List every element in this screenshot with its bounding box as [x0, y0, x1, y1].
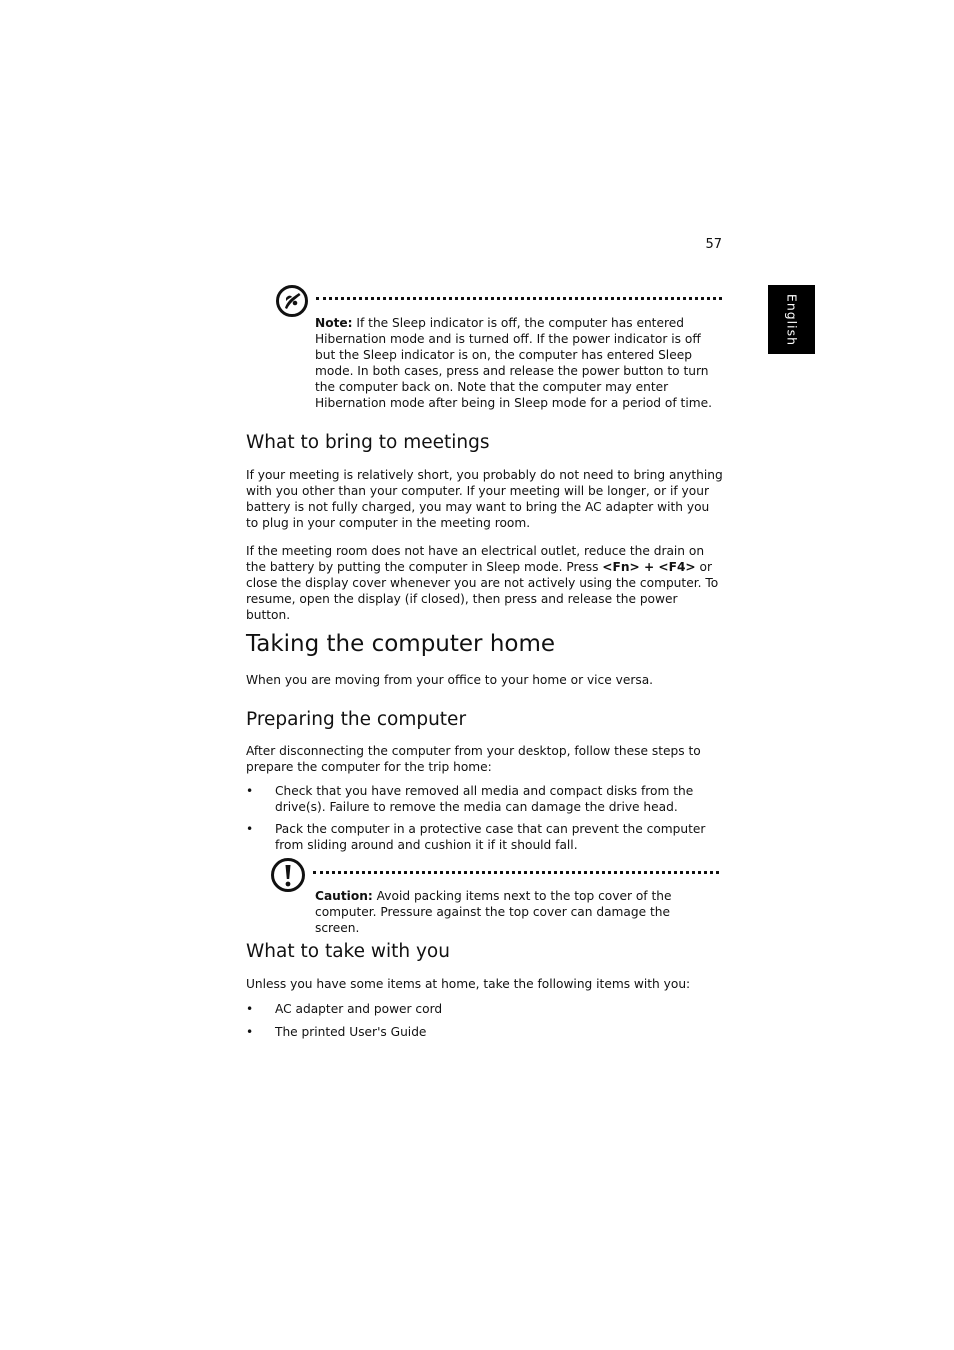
bullet-marker: • — [246, 784, 254, 798]
key-combo: <Fn> + <F4> — [602, 560, 696, 574]
list-item: Pack the computer in a protective case that can prevent the computer from sliding around and cushion it if it should fall. — [275, 822, 706, 852]
note-pen-icon — [275, 284, 309, 318]
caution-divider — [313, 871, 719, 874]
preparing-intro: After disconnecting the computer from your desktop, follow these steps to prepare the computer for the trip home: — [246, 744, 701, 774]
meetings-p2-end: or close the display cover whenever you are not actively using the computer. To resume, open the display (if closed), then press and release the power button. — [246, 560, 719, 622]
list-item: The printed User's Guide — [275, 1025, 427, 1039]
meetings-paragraph-2 — [246, 543, 724, 623]
chapter-heading-home: Taking the computer home — [246, 631, 556, 657]
note-divider — [316, 297, 722, 300]
home-intro: When you are moving from your office to your home or vice versa. — [246, 673, 654, 687]
note-body: If the Sleep indicator is off, the computer has entered Hibernation mode and is turned off. If the power indicator is off but the Sleep indicator is on, the computer has entered Sleep mode. In both cases, press and release the power button to turn the computer back on. Note that the computer may enter Hibernation mode after being in Sleep mode for a period of time. — [315, 316, 712, 410]
list-item: Check that you have removed all media and compact disks from the drive(s). Failure to remove the media can damage the drive head. — [275, 784, 694, 814]
section-heading-take-with: What to take with you — [246, 941, 450, 962]
meetings-p2-start: If the meeting room does not have an electrical outlet, reduce the drain on the battery by putting the computer in Sleep mode. Press — [246, 544, 705, 574]
list-item: AC adapter and power cord — [275, 1002, 443, 1016]
caution-exclamation-icon — [270, 857, 306, 893]
caution-label: Caution: — [315, 889, 373, 903]
note-text — [315, 315, 715, 411]
bullet-marker: • — [246, 1025, 254, 1039]
caution-body: Avoid packing items next to the top cover of the computer. Pressure against the top cover can damage the screen. — [315, 889, 672, 935]
caution-text — [315, 888, 715, 936]
take-with-intro: Unless you have some items at home, take the following items with you: — [246, 977, 691, 991]
bullet-marker: • — [246, 822, 254, 836]
meetings-paragraph-1: If your meeting is relatively short, you probably do not need to bring anything with you other than your computer. If your meeting will be longer, or if your battery is not fully charged, you may want to bring the AC adapter with you to plug in your computer in the meeting room. — [246, 468, 723, 530]
section-heading-meetings: What to bring to meetings — [246, 432, 490, 453]
note-label: Note: — [315, 316, 353, 330]
side-tab-label: English — [784, 293, 799, 346]
section-heading-preparing: Preparing the computer — [246, 709, 467, 730]
language-side-tab — [768, 285, 815, 354]
page-number: 57 — [705, 237, 722, 252]
bullet-marker: • — [246, 1002, 254, 1016]
